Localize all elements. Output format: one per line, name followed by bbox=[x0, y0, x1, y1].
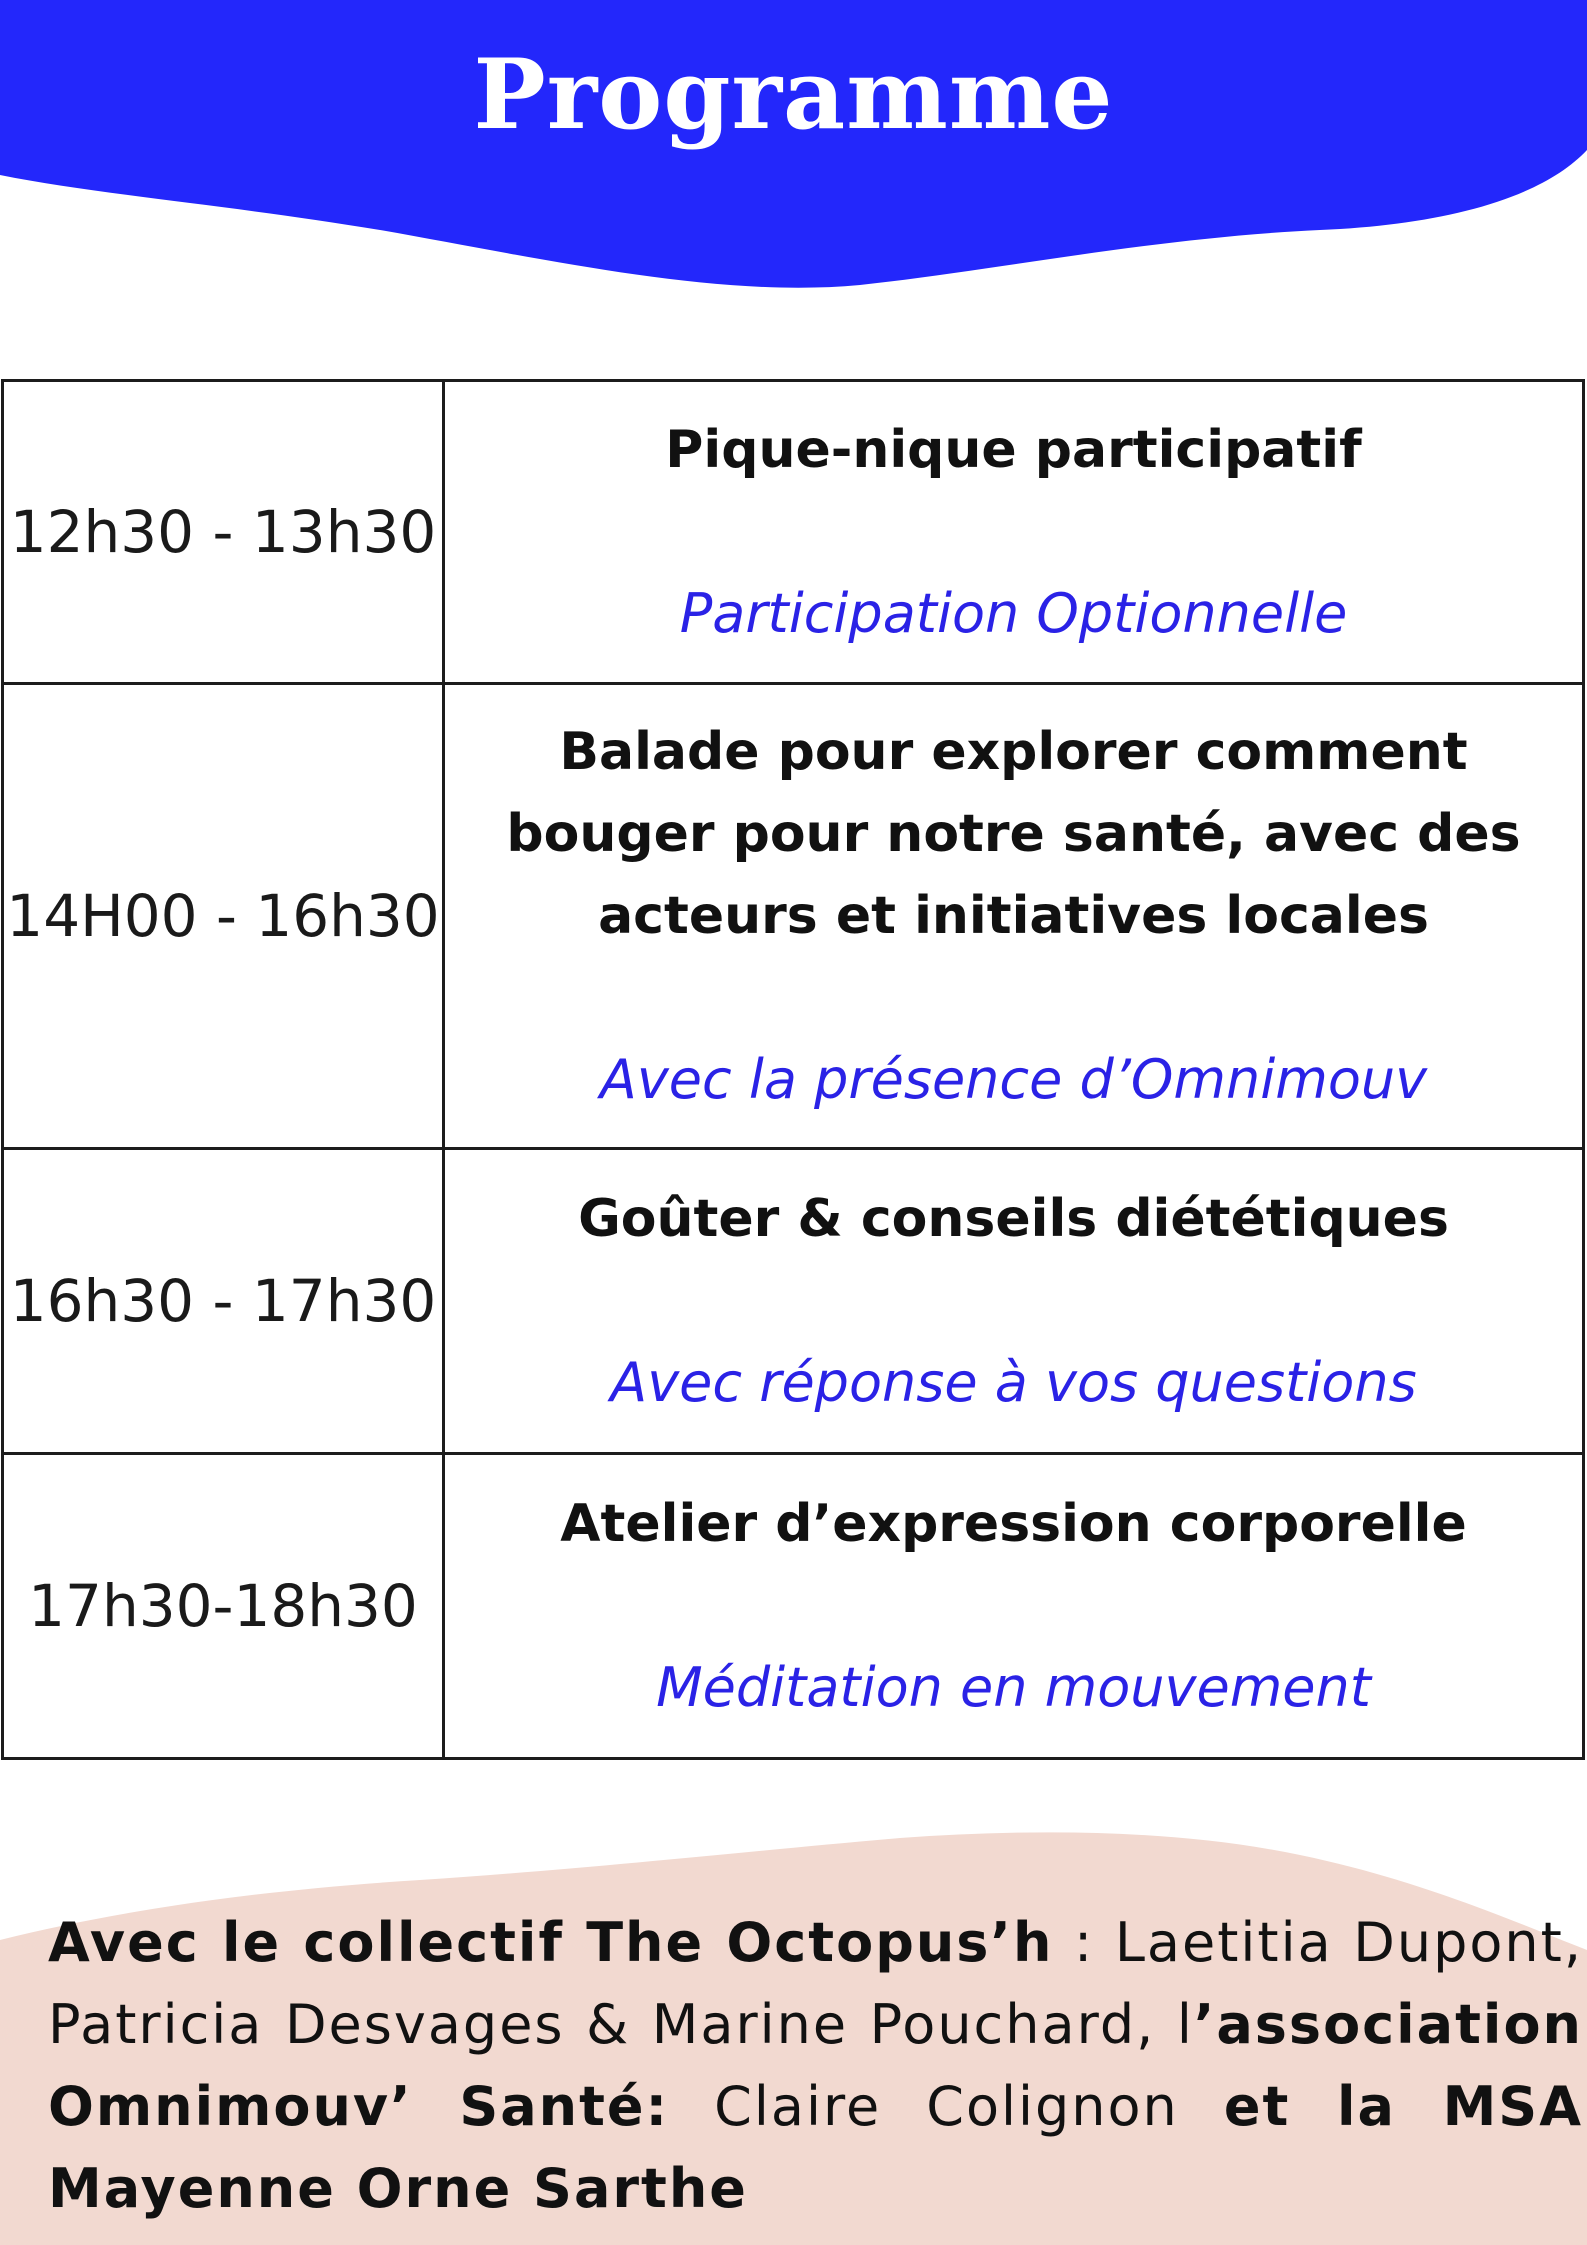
activity-title-line: Balade pour explorer comment bbox=[559, 722, 1468, 782]
activity-subtitle: Avec la présence d’Omnimouv bbox=[599, 1048, 1428, 1111]
time-cell: 12h30 - 13h30 bbox=[3, 381, 444, 684]
activity-subtitle: Participation Optionnelle bbox=[679, 582, 1348, 645]
collective-members: : Laetitia Dupont, Patricia Desvages & Marine Pouchard, l bbox=[48, 1911, 1583, 2056]
activity-title: Pique-nique participatif bbox=[665, 420, 1362, 480]
collective-name: Avec le collectif The Octopus’h bbox=[48, 1911, 1054, 1974]
association-name: ’association Omnimouv’ Santé: bbox=[48, 1993, 1583, 2138]
schedule-row bbox=[3, 1149, 1584, 1454]
activity-cell bbox=[444, 1149, 1584, 1454]
page-title: Programme bbox=[473, 38, 1114, 151]
schedule-row bbox=[3, 684, 1584, 1149]
time-cell: 16h30 - 17h30 bbox=[3, 1149, 444, 1454]
activity-title-line: bouger pour notre santé, avec des bbox=[506, 804, 1521, 864]
activity-title-line: acteurs et initiatives locales bbox=[598, 886, 1429, 946]
activity-title: Atelier d’expression corporelle bbox=[560, 1494, 1467, 1554]
activity-title: Goûter & conseils diététiques bbox=[578, 1189, 1449, 1249]
activity-cell bbox=[444, 381, 1584, 684]
association-member: Claire Colignon bbox=[669, 2075, 1224, 2138]
activity-cell bbox=[444, 684, 1584, 1149]
activity-cell bbox=[444, 1454, 1584, 1759]
credits-text bbox=[48, 1902, 1583, 2230]
time-cell: 14H00 - 16h30 bbox=[3, 684, 444, 1149]
schedule-row bbox=[3, 1454, 1584, 1759]
schedule-table bbox=[1, 379, 1585, 1760]
activity-subtitle: Avec réponse à vos questions bbox=[610, 1351, 1417, 1414]
time-cell: 17h30-18h30 bbox=[3, 1454, 444, 1759]
schedule-row bbox=[3, 381, 1584, 684]
activity-subtitle: Méditation en mouvement bbox=[656, 1656, 1371, 1719]
partner-name: et la MSA Mayenne Orne Sarthe bbox=[48, 2075, 1583, 2220]
